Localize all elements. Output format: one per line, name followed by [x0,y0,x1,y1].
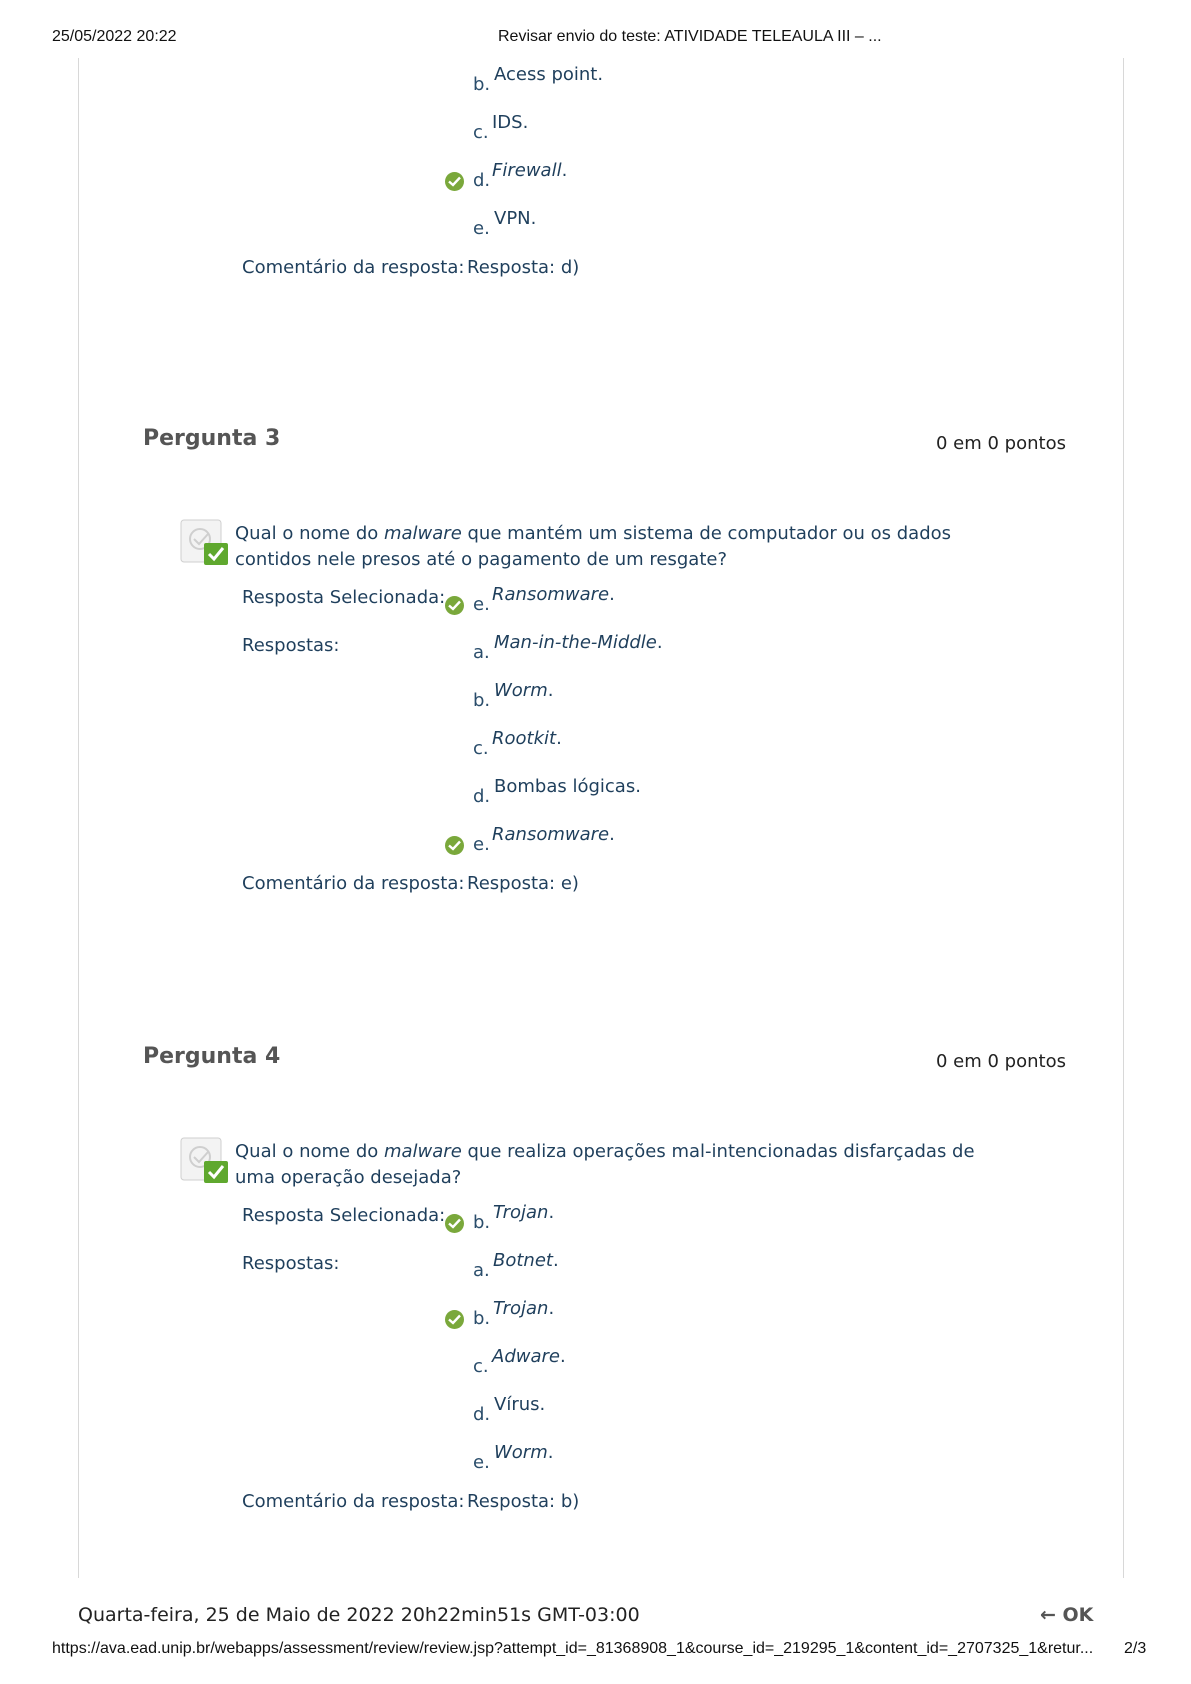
option-text: Adware. [492,1346,566,1367]
option-letter: c. [473,738,489,759]
answers-label: Respostas: [242,635,340,656]
comment-label: Comentário da resposta: [242,257,465,278]
option-text: VPN. [494,208,537,229]
comment-label: Comentário da resposta: [242,1491,465,1512]
option-letter: d. [473,170,491,191]
content-border-left [78,58,79,1578]
print-title: Revisar envio do teste: ATIVIDADE TELEAULA III – ... [498,28,882,45]
question-title: Pergunta 3 [143,426,281,451]
question-title: Pergunta 4 [143,1044,281,1069]
option-letter: d. [473,1404,491,1425]
check-circle-icon [445,1214,464,1233]
option-letter: c. [473,1356,489,1377]
option-text: Ransomware. [492,824,615,845]
content-border-right [1123,58,1124,1578]
comment-text: Resposta: b) [467,1491,580,1512]
option-letter: b. [473,1308,491,1329]
option-letter: a. [473,642,490,663]
option-text: Worm. [494,1442,554,1463]
check-circle-icon [445,1310,464,1329]
option-text: Vírus. [494,1394,546,1415]
question-correct-icon [180,1137,230,1185]
check-circle-icon [445,836,464,855]
option-text: Worm. [494,680,554,701]
answers-label: Respostas: [242,1253,340,1274]
ok-button[interactable]: ← OK [1040,1604,1094,1626]
print-page-number: 2/3 [1124,1640,1147,1657]
question-text: Qual o nome do malware que mantém um sistema de computador ou os dados contidos nele presos até o pagamento de um resgate? [235,523,952,570]
question-points: 0 em 0 pontos [936,433,1066,454]
option-letter: b. [473,74,491,95]
option-letter: b. [473,690,491,711]
check-circle-icon [445,596,464,615]
option-text: Trojan. [493,1298,555,1319]
print-header [0,28,1191,50]
print-url: https://ava.ead.unip.br/webapps/assessment/review/review.jsp?attempt_id=_81368908_1&course_id=_219295_1&content_id=_2707325_1&retur... [52,1640,1094,1657]
option-text: Acess point. [494,64,604,85]
comment-text: Resposta: d) [467,257,580,278]
option-letter: d. [473,786,491,807]
option-text: Firewall. [492,160,568,181]
question-text: Qual o nome do malware que realiza operações mal-intencionadas disfarçadas de uma operação desejada? [235,1141,975,1188]
question-correct-icon [180,519,230,567]
option-text: IDS. [492,112,529,133]
option-letter: e. [473,834,490,855]
option-letter: c. [473,122,489,143]
option-letter: a. [473,1260,490,1281]
print-date: 25/05/2022 20:22 [52,28,177,45]
check-circle-icon [445,172,464,191]
print-footer [0,1640,1191,1662]
submission-date: Quarta-feira, 25 de Maio de 2022 20h22min51s GMT-03:00 [78,1604,640,1626]
option-text: Bombas lógicas. [494,776,641,797]
option-text: Man-in-the-Middle. [494,632,663,653]
option-letter: e. [473,1452,490,1473]
option-text: Trojan. [493,1202,555,1223]
selected-answer-label: Resposta Selecionada: [242,587,446,608]
option-letter: b. [473,1212,491,1233]
option-text: Rootkit. [492,728,562,749]
selected-answer-label: Resposta Selecionada: [242,1205,446,1226]
comment-label: Comentário da resposta: [242,873,465,894]
option-text: Botnet. [493,1250,559,1271]
comment-text: Resposta: e) [467,873,579,894]
option-text: Ransomware. [492,584,615,605]
option-letter: e. [473,594,490,615]
option-letter: e. [473,218,490,239]
question-points: 0 em 0 pontos [936,1051,1066,1072]
